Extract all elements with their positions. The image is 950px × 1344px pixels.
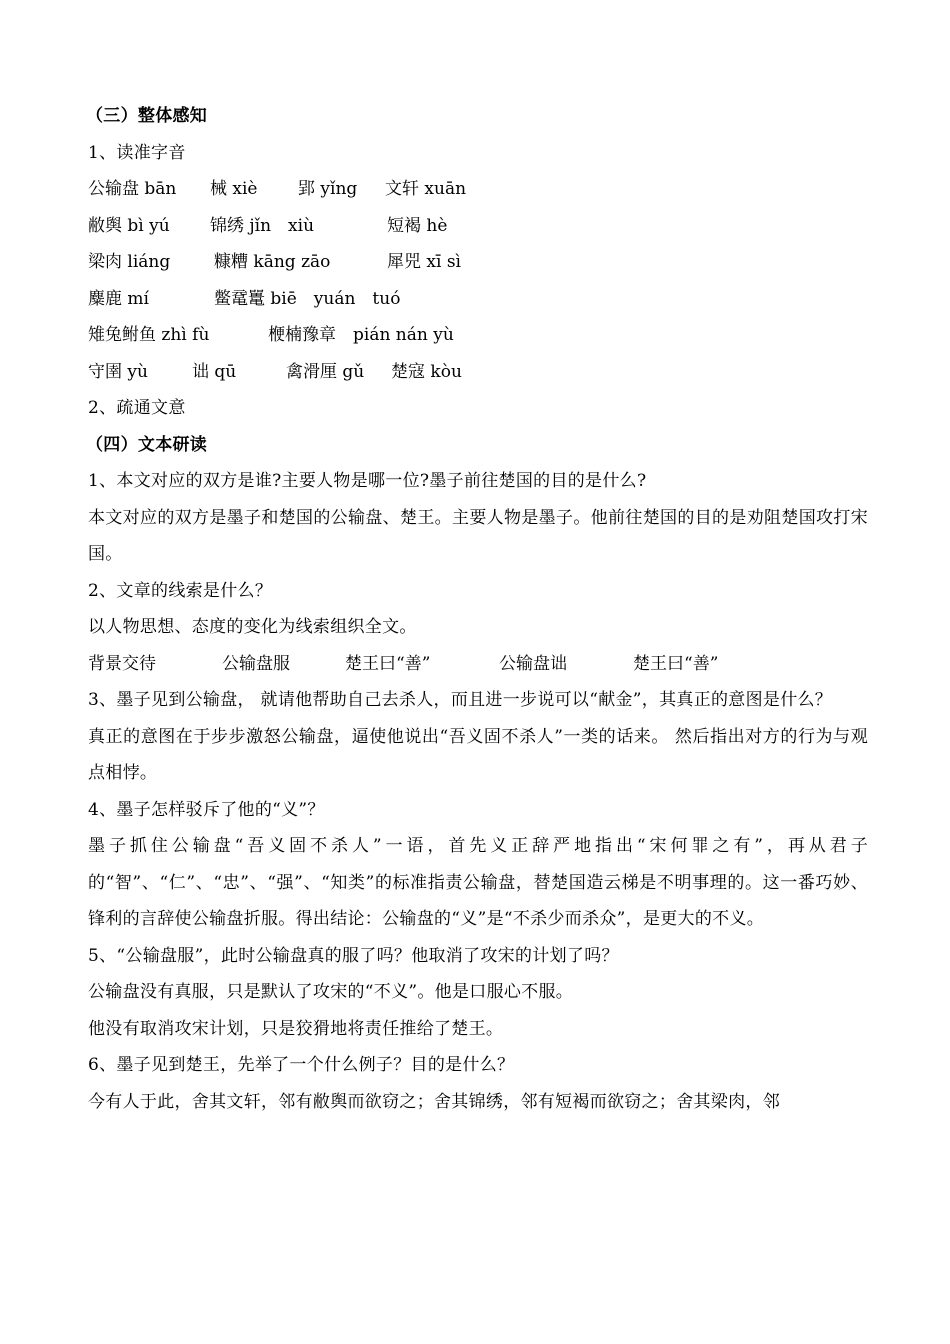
pinyin-entry: 楩楠豫章 pián nán yù: [268, 325, 454, 345]
pinyin-entry: 梁肉 liáng: [88, 252, 171, 272]
pinyin-row-4: [88, 281, 868, 318]
answer-5-part-2: 他没有取消攻宋计划，只是狡猾地将责任推给了楚王。: [88, 1018, 504, 1039]
answer-2: 以人物思想、态度的变化为线索组织全文。: [88, 617, 417, 637]
pinyin-entry: 糠糟 kāng zāo: [214, 252, 331, 272]
question-5: 5、“公输盘服”，此时公输盘真的服了吗？他取消了攻宋的计划了吗？: [88, 945, 619, 966]
pinyin-entry: 守圉 yù: [88, 361, 148, 382]
clue-sequence: [88, 646, 868, 683]
clue-step: 公输盘诎: [499, 653, 567, 674]
item-pronunciation: 1、读准字音: [88, 142, 186, 163]
pinyin-row-5: [88, 317, 868, 354]
answer-1: 本文对应的双方是墨子和楚国的公输盘、楚王。主要人物是墨子。他前往楚国的目的是劝阻楚国攻打宋国。: [88, 507, 868, 564]
question-2: 2、文章的线索是什么？: [88, 580, 273, 601]
section-heading-overall: （三）整体感知: [86, 106, 208, 126]
clue-step: 楚王曰“善”: [633, 653, 719, 674]
question-1: 1、本文对应的双方是谁?主要人物是哪一位?墨子前往楚国的目的是什么?: [88, 471, 647, 491]
answer-4: 墨子抓住公输盘“吾义固不杀人”一语，首先义正辞严地指出“宋何罪之有”，再从君子的“智”、“仁”、“忠”、“强”、“知类”的标准指责公输盘，替楚国造云梯是不明事理的。这一番巧妙、锋利的言辞使公输盘折服。得出结论：公输盘的“义”是“不杀少而杀众”，是更大的不义。: [88, 836, 868, 929]
pinyin-row-2: [88, 208, 868, 245]
pinyin-entry: 敝舆 bì yú: [88, 215, 170, 236]
question-4: 4、墨子怎样驳斥了他的“义”？: [88, 799, 325, 820]
pinyin-entry: 犀兕 xī sì: [387, 252, 461, 272]
clue-step: 楚王曰“善”: [345, 653, 431, 674]
question-3: 3、墨子见到公输盘， 就请他帮助自己去杀人，而且进一步说可以“献金”，其真正的意图是什么？: [88, 690, 833, 710]
pinyin-entry: 公输盘 bān: [88, 179, 177, 199]
pinyin-entry: 锦绣 jǐn xiù: [210, 215, 315, 236]
pinyin-entry: 械 xiè: [210, 179, 258, 199]
pinyin-row-3: [88, 244, 868, 281]
pinyin-entry: 麋鹿 mí: [88, 288, 149, 309]
clue-step: 公输盘服: [222, 653, 290, 674]
answer-3: 真正的意图在于步步激怒公输盘，逼使他说出“吾义固不杀人”一类的话来。 然后指出对方的行为与观点相悖。: [88, 726, 868, 783]
pinyin-entry: 文轩 xuān: [385, 179, 467, 199]
pinyin-entry: 禽滑厘 gǔ: [286, 361, 365, 382]
pinyin-row-6: [88, 354, 868, 391]
document-page: [88, 98, 868, 1120]
item-meaning: 2、疏通文意: [88, 398, 186, 418]
clue-step: 背景交待: [88, 653, 156, 674]
pinyin-entry: 短褐 hè: [387, 215, 448, 236]
answer-5-part-1: 公输盘没有真服，只是默认了攻宋的“不义”。他是口服心不服。: [88, 982, 574, 1002]
pinyin-row-1: [88, 171, 868, 208]
pinyin-entry: 诎 qū: [192, 361, 237, 382]
pinyin-entry: 鳖鼋鼍 biē yuán tuó: [214, 288, 401, 309]
question-6: 6、墨子见到楚王，先举了一个什么例子？目的是什么？: [88, 1055, 515, 1075]
pinyin-entry: 郢 yǐng: [298, 179, 358, 199]
section-heading-study: （四）文本研读: [86, 434, 208, 455]
pinyin-entry: 楚寇 kòu: [391, 361, 462, 382]
pinyin-entry: 雉兔鲋鱼 zhì fù: [88, 325, 210, 345]
answer-6: 今有人于此，舍其文轩，邻有敝舆而欲窃之；舍其锦绣，邻有短褐而欲窃之；舍其梁肉，邻: [88, 1091, 780, 1112]
